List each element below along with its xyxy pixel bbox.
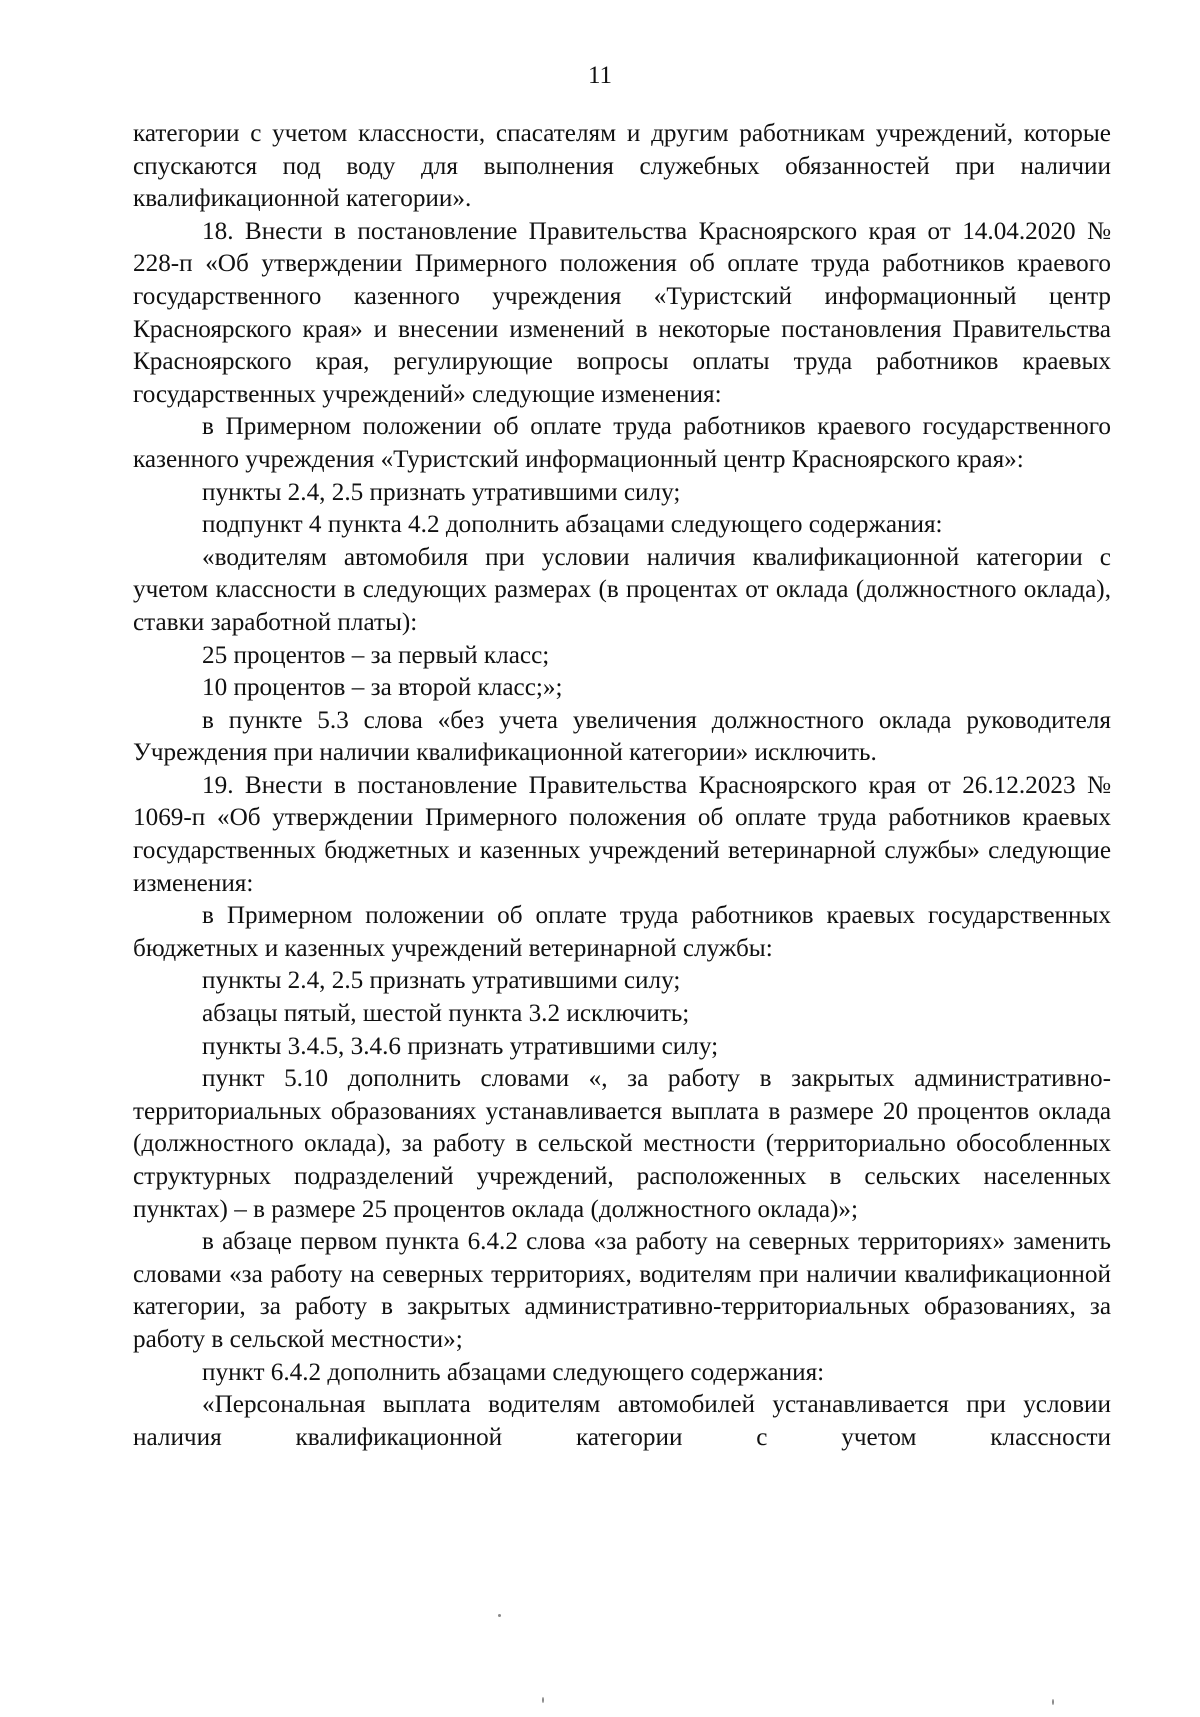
paragraph: 25 процентов – за первый класс; bbox=[202, 641, 550, 669]
paragraph: в абзаце первом пункта 6.4.2 слова «за работу на северных территориях» заменить словами «за работу на северных территориях, водителям при наличии квалификационной категории, за работу в закрытых административно-территориальных образованиях, за работу в сельской местности»; bbox=[133, 1228, 1111, 1353]
paragraph: 10 процентов – за второй класс;»; bbox=[202, 674, 563, 702]
paragraph-continued: «Персональная выплата водителям автомобилей устанавливается при условии наличия квалификационной категории с учетом классности bbox=[133, 1391, 1111, 1451]
scan-artifact bbox=[542, 1697, 544, 1703]
document-body bbox=[133, 118, 1111, 1454]
paragraph: «водителям автомобиля при условии наличия квалификационной категории с учетом классности в следующих размерах (в процентах от оклада (должностного оклада), ставки заработной платы): bbox=[133, 543, 1111, 636]
paragraph: в Примерном положении об оплате труда работников краевого государственного казенного учреждения «Туристский информационный центр Красноярского края»: bbox=[133, 413, 1111, 473]
paragraph: пункты 2.4, 2.5 признать утратившими силу; bbox=[202, 967, 681, 995]
paragraph: пункт 5.10 дополнить словами «, за работу в закрытых административно-территориальных образованиях устанавливается выплата в размере 20 процентов оклада (должностного оклада), за работу в сельской местности (территориально обособленных структурных подразделений учреждений, расположенных в сельских населенных пунктах) – в размере 25 процентов оклада (должностного оклада)»; bbox=[133, 1065, 1111, 1223]
paragraph-continuation: категории с учетом классности, спасателям и другим работникам учреждений, которые спускаются под воду для выполнения служебных обязанностей при наличии квалификационной категории». bbox=[133, 120, 1111, 213]
paragraph: пункты 3.4.5, 3.4.6 признать утратившими силу; bbox=[202, 1032, 719, 1060]
scan-artifact bbox=[1052, 1699, 1054, 1705]
paragraph-item-19: 19. Внести в постановление Правительства Красноярского края от 26.12.2023 № 1069-п «Об утверждении Примерного положения об оплате труда работников краевых государственных бюджетных и казенных учреждений ветеринарной службы» следующие изменения: bbox=[133, 771, 1111, 897]
paragraph: пункты 2.4, 2.5 признать утратившими силу; bbox=[202, 478, 681, 506]
paragraph: подпункт 4 пункта 4.2 дополнить абзацами следующего содержания: bbox=[202, 511, 943, 539]
paragraph: абзацы пятый, шестой пункта 3.2 исключить; bbox=[202, 1000, 690, 1028]
paragraph: пункт 6.4.2 дополнить абзацами следующего содержания: bbox=[202, 1358, 825, 1386]
paragraph: в пункте 5.3 слова «без учета увеличения должностного оклада руководителя Учреждения при наличии квалификационной категории» исключить. bbox=[133, 706, 1111, 767]
scan-artifact bbox=[498, 1614, 501, 1617]
paragraph: в Примерном положении об оплате труда работников краевых государственных бюджетных и казенных учреждений ветеринарной службы: bbox=[133, 902, 1111, 962]
page-number: 11 bbox=[587, 62, 613, 89]
paragraph-item-18: 18. Внести в постановление Правительства Красноярского края от 14.04.2020 № 228-п «Об утверждении Примерного положения об оплате труда работников краевого государственного казенного учреждения «Туристский информационный центр Красноярского края» и внесении изменений в некоторые постановления Правительства Красноярского края, регулирующие вопросы оплаты труда работников краевых государственных учреждений» следующие изменения: bbox=[133, 217, 1111, 408]
